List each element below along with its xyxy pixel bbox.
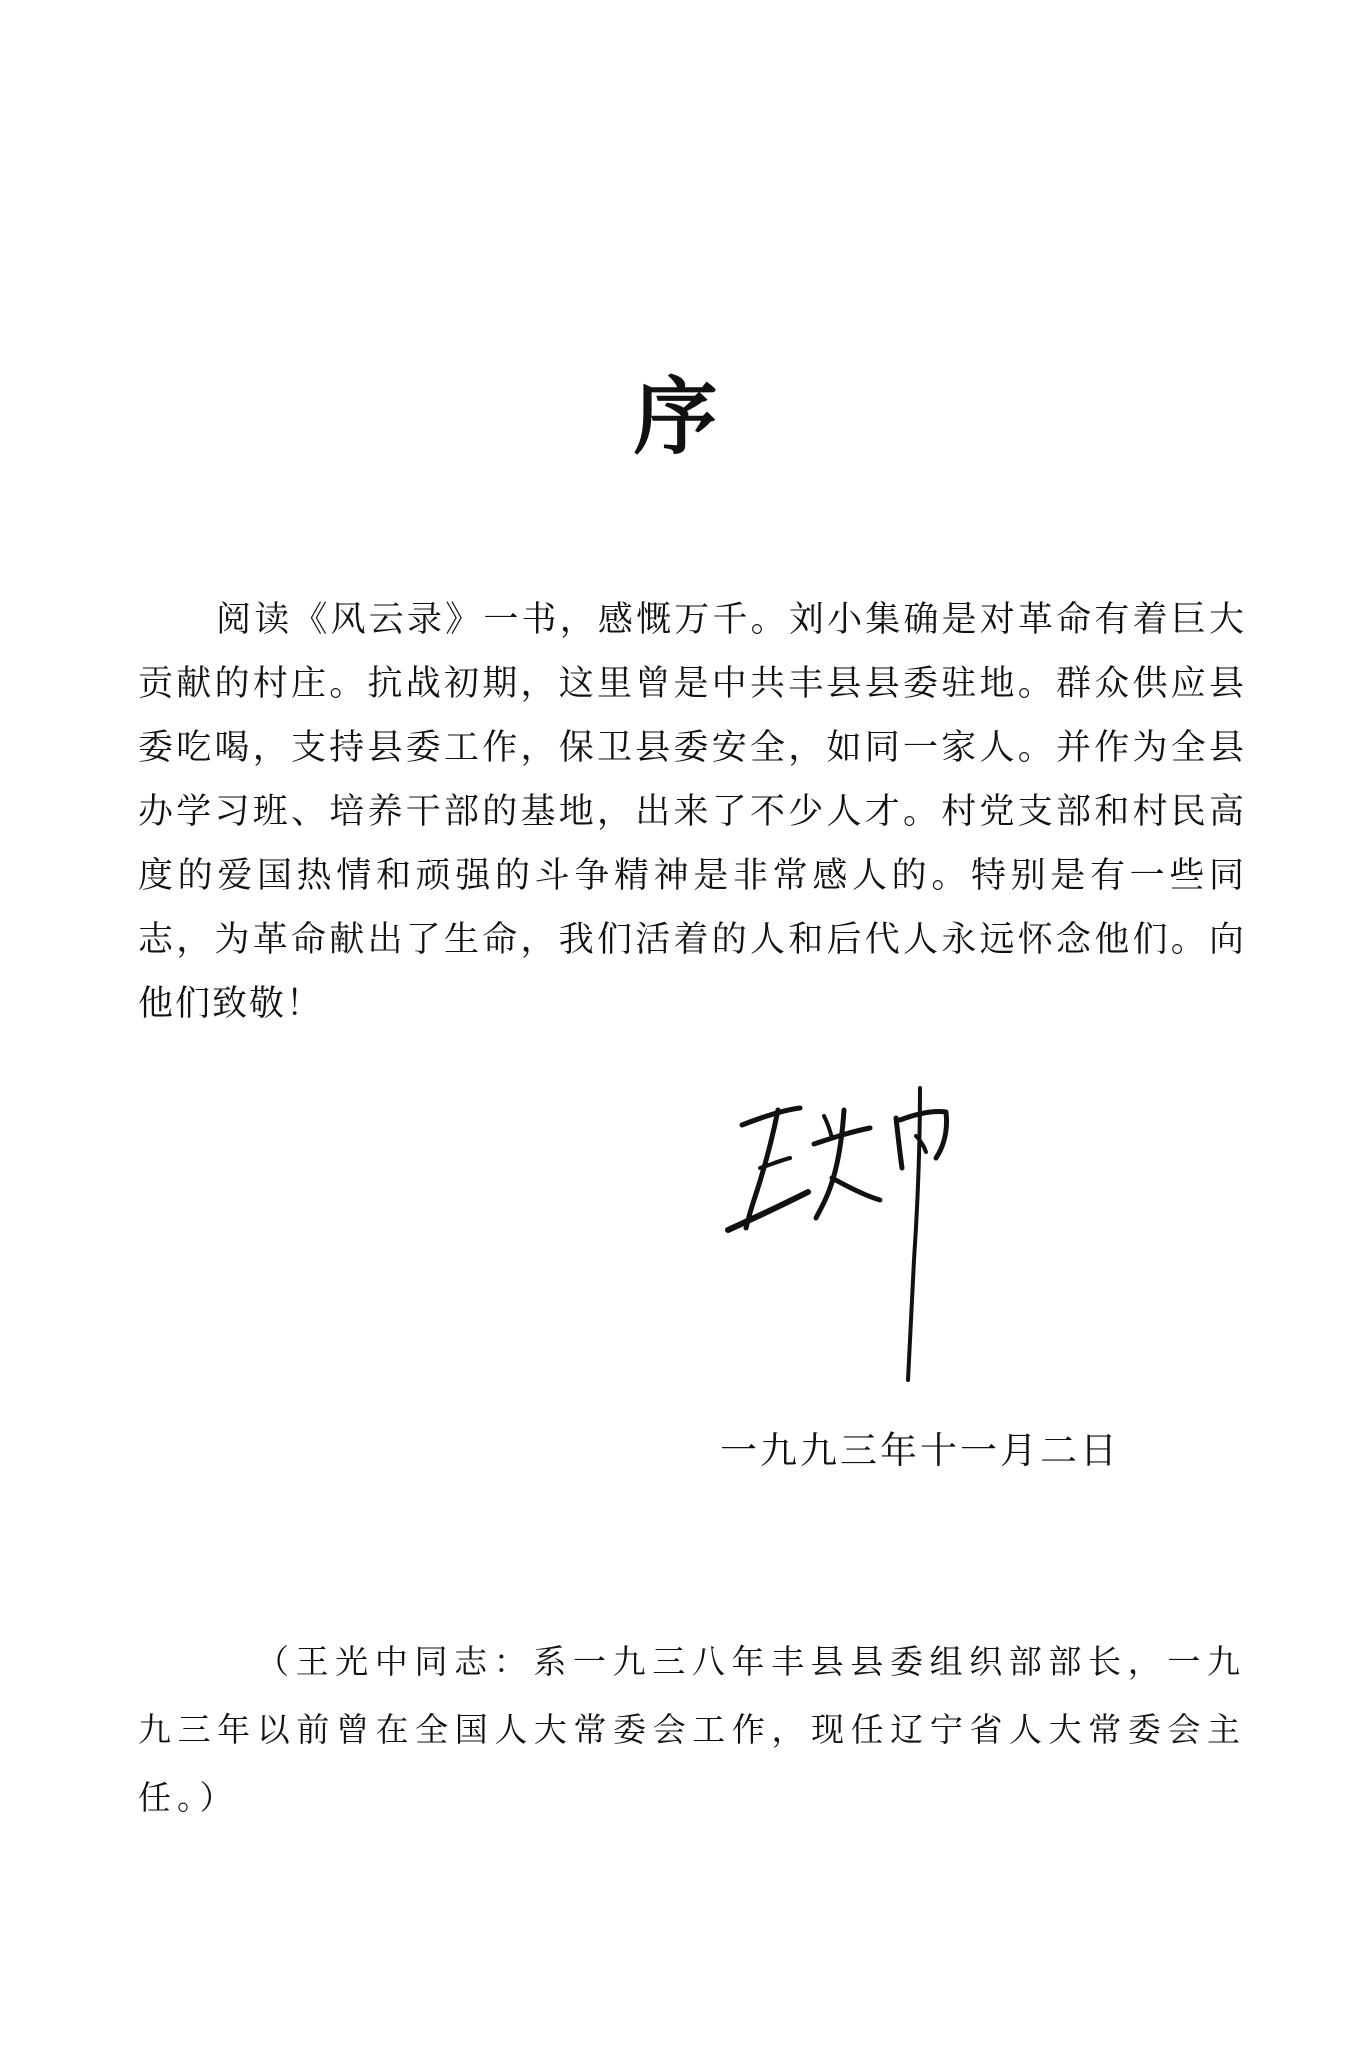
author-note: （王光中同志：系一九三八年丰县县委组织部部长，一九九三年以前曾在全国人大常委会工作，现任辽宁省人大常委会主任。） [138,1642,1246,1817]
handwritten-signature [720,1080,980,1390]
preface-body: 阅读《风云录》一书，感慨万千。刘小集确是对革命有着巨大贡献的村庄。抗战初期，这里曾是中共丰县县委驻地。群众供应县委吃喝，支持县委工作，保卫县委安全，如同一家人。并作为全县办学习班、培养干部的基地，出来了不少人才。村党支部和村民高度的爱国热情和顽强的斗争精神是非常感人的。特别是有一些同志，为革命献出了生命，我们活着的人和后代人永远怀念他们。向他们致敬！ [138,600,1246,1024]
preface-title: 序 [633,368,718,466]
preface-date: 一九九三年十一月二日 [720,1429,1120,1472]
